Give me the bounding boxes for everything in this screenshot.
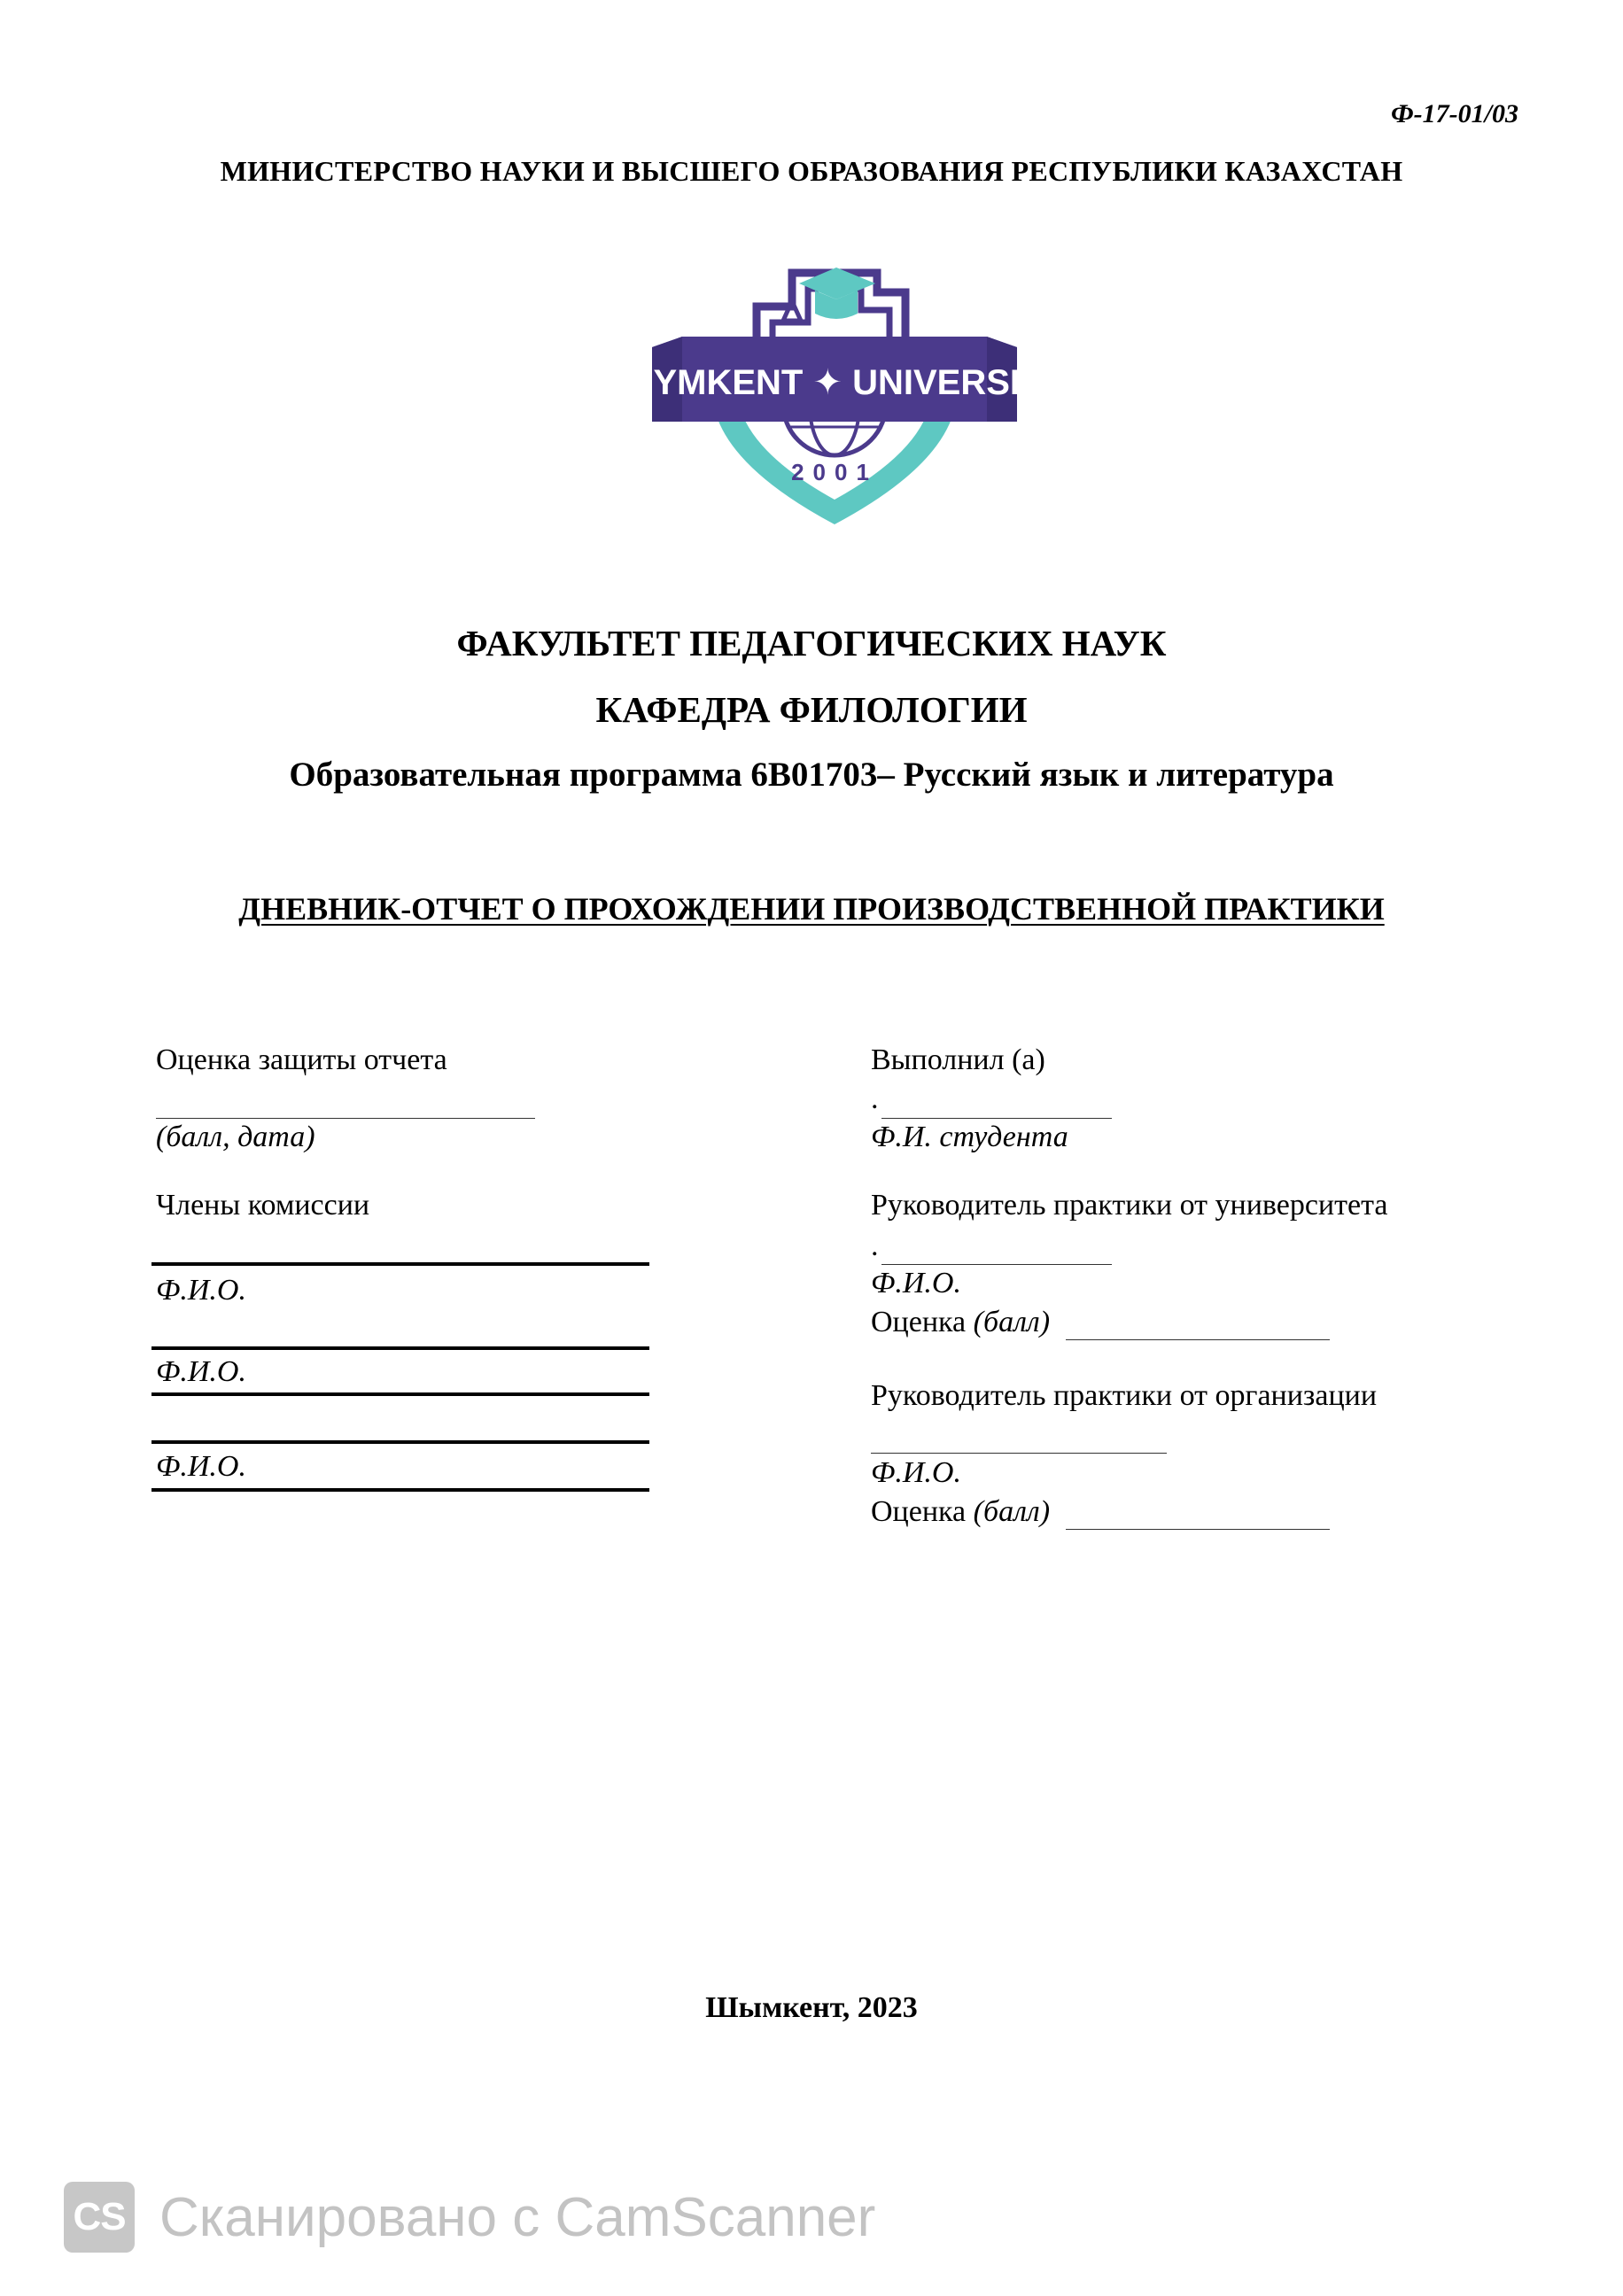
uni-supervisor-line <box>881 1264 1112 1265</box>
form-code: Ф-17-01/03 <box>1391 99 1518 128</box>
logo-year: 2001 <box>791 459 878 485</box>
grade-label: Оценка защиты отчета <box>156 1043 447 1076</box>
uni-supervisor-label: Руководитель практики от университета <box>871 1189 1388 1222</box>
uni-supervisor-hint: Ф.И.О. <box>871 1267 961 1299</box>
org-score-line <box>1066 1529 1330 1530</box>
grade-hint: (балл, дата) <box>156 1121 315 1153</box>
score-hint: (балл) <box>973 1306 1051 1338</box>
org-score-row <box>871 1495 1050 1529</box>
camscanner-watermark <box>64 2181 875 2253</box>
org-supervisor-line <box>871 1453 1167 1454</box>
commission-line <box>151 1392 649 1396</box>
org-supervisor-hint: Ф.И.О. <box>871 1456 961 1489</box>
uni-supervisor-dot: . <box>871 1229 879 1262</box>
done-label: Выполнил (а) <box>871 1043 1045 1076</box>
camscanner-logo-icon: CS <box>64 2182 135 2253</box>
uni-score-line <box>1066 1339 1330 1340</box>
commission-label: Члены комиссии <box>156 1189 370 1222</box>
score-hint: (балл) <box>973 1495 1051 1528</box>
city-year: Шымкент, 2023 <box>705 1991 918 2024</box>
program-title: Образовательная программа 6В01703– Русский язык и литература <box>289 756 1334 794</box>
commission-line <box>151 1346 649 1350</box>
faculty-title: ФАКУЛЬТЕТ ПЕДАГОГИЧЕСКИХ НАУК <box>456 623 1167 663</box>
member-name: Ф.И.О. <box>156 1355 246 1388</box>
report-title: ДНЕВНИК-ОТЧЕТ О ПРОХОЖДЕНИИ ПРОИЗВОДСТВЕННОЙ ПРАКТИКИ <box>238 891 1385 927</box>
ministry-title: МИНИСТЕРСТВО НАУКИ И ВЫСШЕГО ОБРАЗОВАНИЯ РЕСПУБЛИКИ КАЗАХСТАН <box>220 155 1403 187</box>
org-supervisor-label: Руководитель практики от организации <box>871 1379 1378 1412</box>
logo-name: SHYMKENT ✦ UNIVERSITY <box>603 363 1066 402</box>
score-label: Оценка <box>871 1306 974 1338</box>
university-logo <box>603 248 1066 567</box>
score-label: Оценка <box>871 1495 974 1528</box>
watermark-text: Сканировано с CamScanner <box>159 2186 876 2248</box>
grade-line <box>156 1118 535 1119</box>
student-dot: . <box>871 1082 879 1115</box>
commission-line <box>151 1262 649 1266</box>
member-name: Ф.И.О. <box>156 1274 246 1307</box>
member-name: Ф.И.О. <box>156 1450 246 1483</box>
department-title: КАФЕДРА ФИЛОЛОГИИ <box>595 689 1028 730</box>
student-hint: Ф.И. студента <box>871 1121 1068 1153</box>
commission-line <box>151 1440 649 1444</box>
student-line <box>881 1118 1112 1119</box>
uni-score-row <box>871 1306 1050 1339</box>
commission-line <box>151 1488 649 1492</box>
